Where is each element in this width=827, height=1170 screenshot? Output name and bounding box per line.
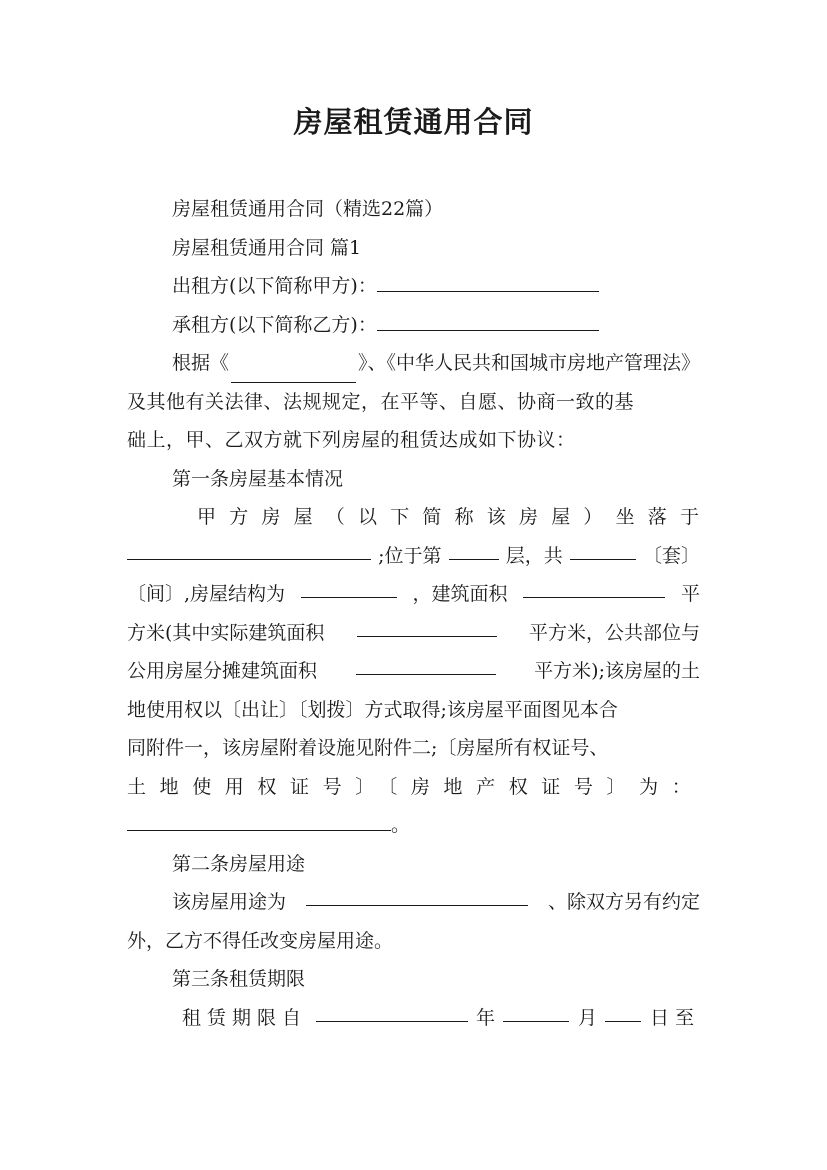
area-label: ，建筑面积 — [412, 583, 508, 605]
structure-blank — [301, 575, 397, 598]
paragraph-purpose — [127, 883, 700, 922]
location-blank — [127, 537, 371, 560]
paragraph-article-heading — [127, 229, 700, 268]
heading-article-3 — [127, 960, 700, 999]
lessor-label: 出租方(以下简称甲方)： — [172, 275, 377, 297]
attachment-text: 同附件一，该房屋附着设施见附件二;〔房屋所有权证号、 — [127, 737, 609, 759]
units-label: 〔套〕 — [642, 544, 700, 567]
purpose-text-line2: 外，乙方不得任改变房屋用途。 — [127, 929, 394, 952]
paragraph-location-line1 — [127, 498, 713, 537]
area-blank — [523, 575, 665, 598]
document-body — [127, 190, 713, 1037]
term-year-label: 年 — [475, 1006, 495, 1029]
paragraph-certificate-blank — [127, 806, 700, 845]
units-blank — [570, 537, 636, 560]
paragraph-shared-area — [127, 652, 700, 691]
actual-area-label: 方米(其中实际建筑面积 — [127, 621, 325, 644]
text-subtitle: 房屋租赁通用合同（精选22篇） — [172, 198, 444, 220]
lessee-label: 承租方(以下简称乙方)： — [172, 313, 377, 336]
public-area-label: 平方米，公共部位与 — [528, 621, 700, 644]
total-label: 层，共 — [505, 544, 563, 567]
basis-text-a: 根据《 — [172, 352, 230, 374]
purpose-label: 该房屋用途为 — [172, 891, 287, 913]
shared-area-blank — [356, 652, 496, 675]
heading-article-2 — [127, 845, 700, 884]
basis-text-line2: 及其他有关法律、法规规定，在平等、自愿、协商一致的基 — [127, 390, 635, 413]
term-year-blank — [316, 999, 468, 1022]
term-day-label: 日至 — [649, 1006, 700, 1029]
structure-label: 〔间〕,房屋结构为 — [127, 583, 286, 605]
basis-law-blank — [231, 360, 356, 383]
paragraph-purpose-line2 — [127, 922, 700, 961]
paragraph-attachment — [127, 729, 700, 768]
paragraph-location-line2 — [127, 537, 700, 576]
term-month-blank — [503, 999, 569, 1022]
paragraph-lessor — [127, 267, 700, 306]
paragraph-basis-line3 — [127, 421, 700, 460]
lessor-blank — [377, 269, 599, 292]
article-2-title: 第二条房屋用途 — [172, 852, 306, 875]
paragraph-lessee — [127, 306, 700, 345]
basis-text-b: 》、《中华人民共和国城市房地产管理法》 — [357, 352, 700, 374]
paragraph-structure — [127, 575, 700, 614]
certificate-end: 。 — [391, 814, 411, 836]
paragraph-basis-line2 — [127, 383, 700, 422]
lessee-blank — [377, 308, 599, 331]
heading-article-1 — [127, 460, 700, 499]
land-use-text: 地使用权以〔出让〕〔划拨〕方式取得;该房屋平面图见本合 — [127, 698, 618, 721]
paragraph-basis-line1 — [127, 344, 700, 383]
article-1-title: 第一条房屋基本情况 — [172, 467, 344, 490]
paragraph-land-use — [127, 691, 700, 730]
shared-area-label: 公用房屋分摊建筑面积 — [127, 660, 318, 682]
term-label: 租赁期限自 — [182, 1006, 308, 1029]
certificate-text: 土地使用权证号〕〔房地产权证号〕为： — [127, 775, 705, 798]
floor-label: ;位于第 — [378, 544, 442, 567]
article-3-title: 第三条租赁期限 — [172, 968, 306, 990]
purpose-blank — [306, 883, 528, 906]
basis-text-line3: 础上，甲、乙双方就下列房屋的租赁达成如下协议： — [127, 429, 576, 451]
location-text: 甲方房屋（以下简称该房屋）坐落于 — [197, 506, 713, 528]
text-article-heading: 房屋租赁通用合同 篇1 — [172, 236, 362, 259]
paragraph-actual-area — [127, 614, 700, 653]
floor-blank — [449, 537, 499, 560]
paragraph-term — [127, 999, 700, 1038]
shared-area-unit: 平方米);该房屋的土 — [534, 660, 700, 682]
purpose-text: 、除双方另有约定 — [547, 891, 700, 913]
actual-area-blank — [357, 614, 497, 637]
paragraph-subtitle — [127, 190, 700, 229]
term-month-label: 月 — [577, 1006, 597, 1029]
paragraph-certificate — [127, 768, 705, 807]
basis-blank-wrapper — [229, 344, 358, 383]
term-day-blank — [605, 999, 641, 1022]
document-title: 房屋租赁通用合同 — [293, 105, 534, 139]
area-unit-a: 平 — [680, 583, 700, 605]
certificate-blank — [127, 808, 391, 831]
